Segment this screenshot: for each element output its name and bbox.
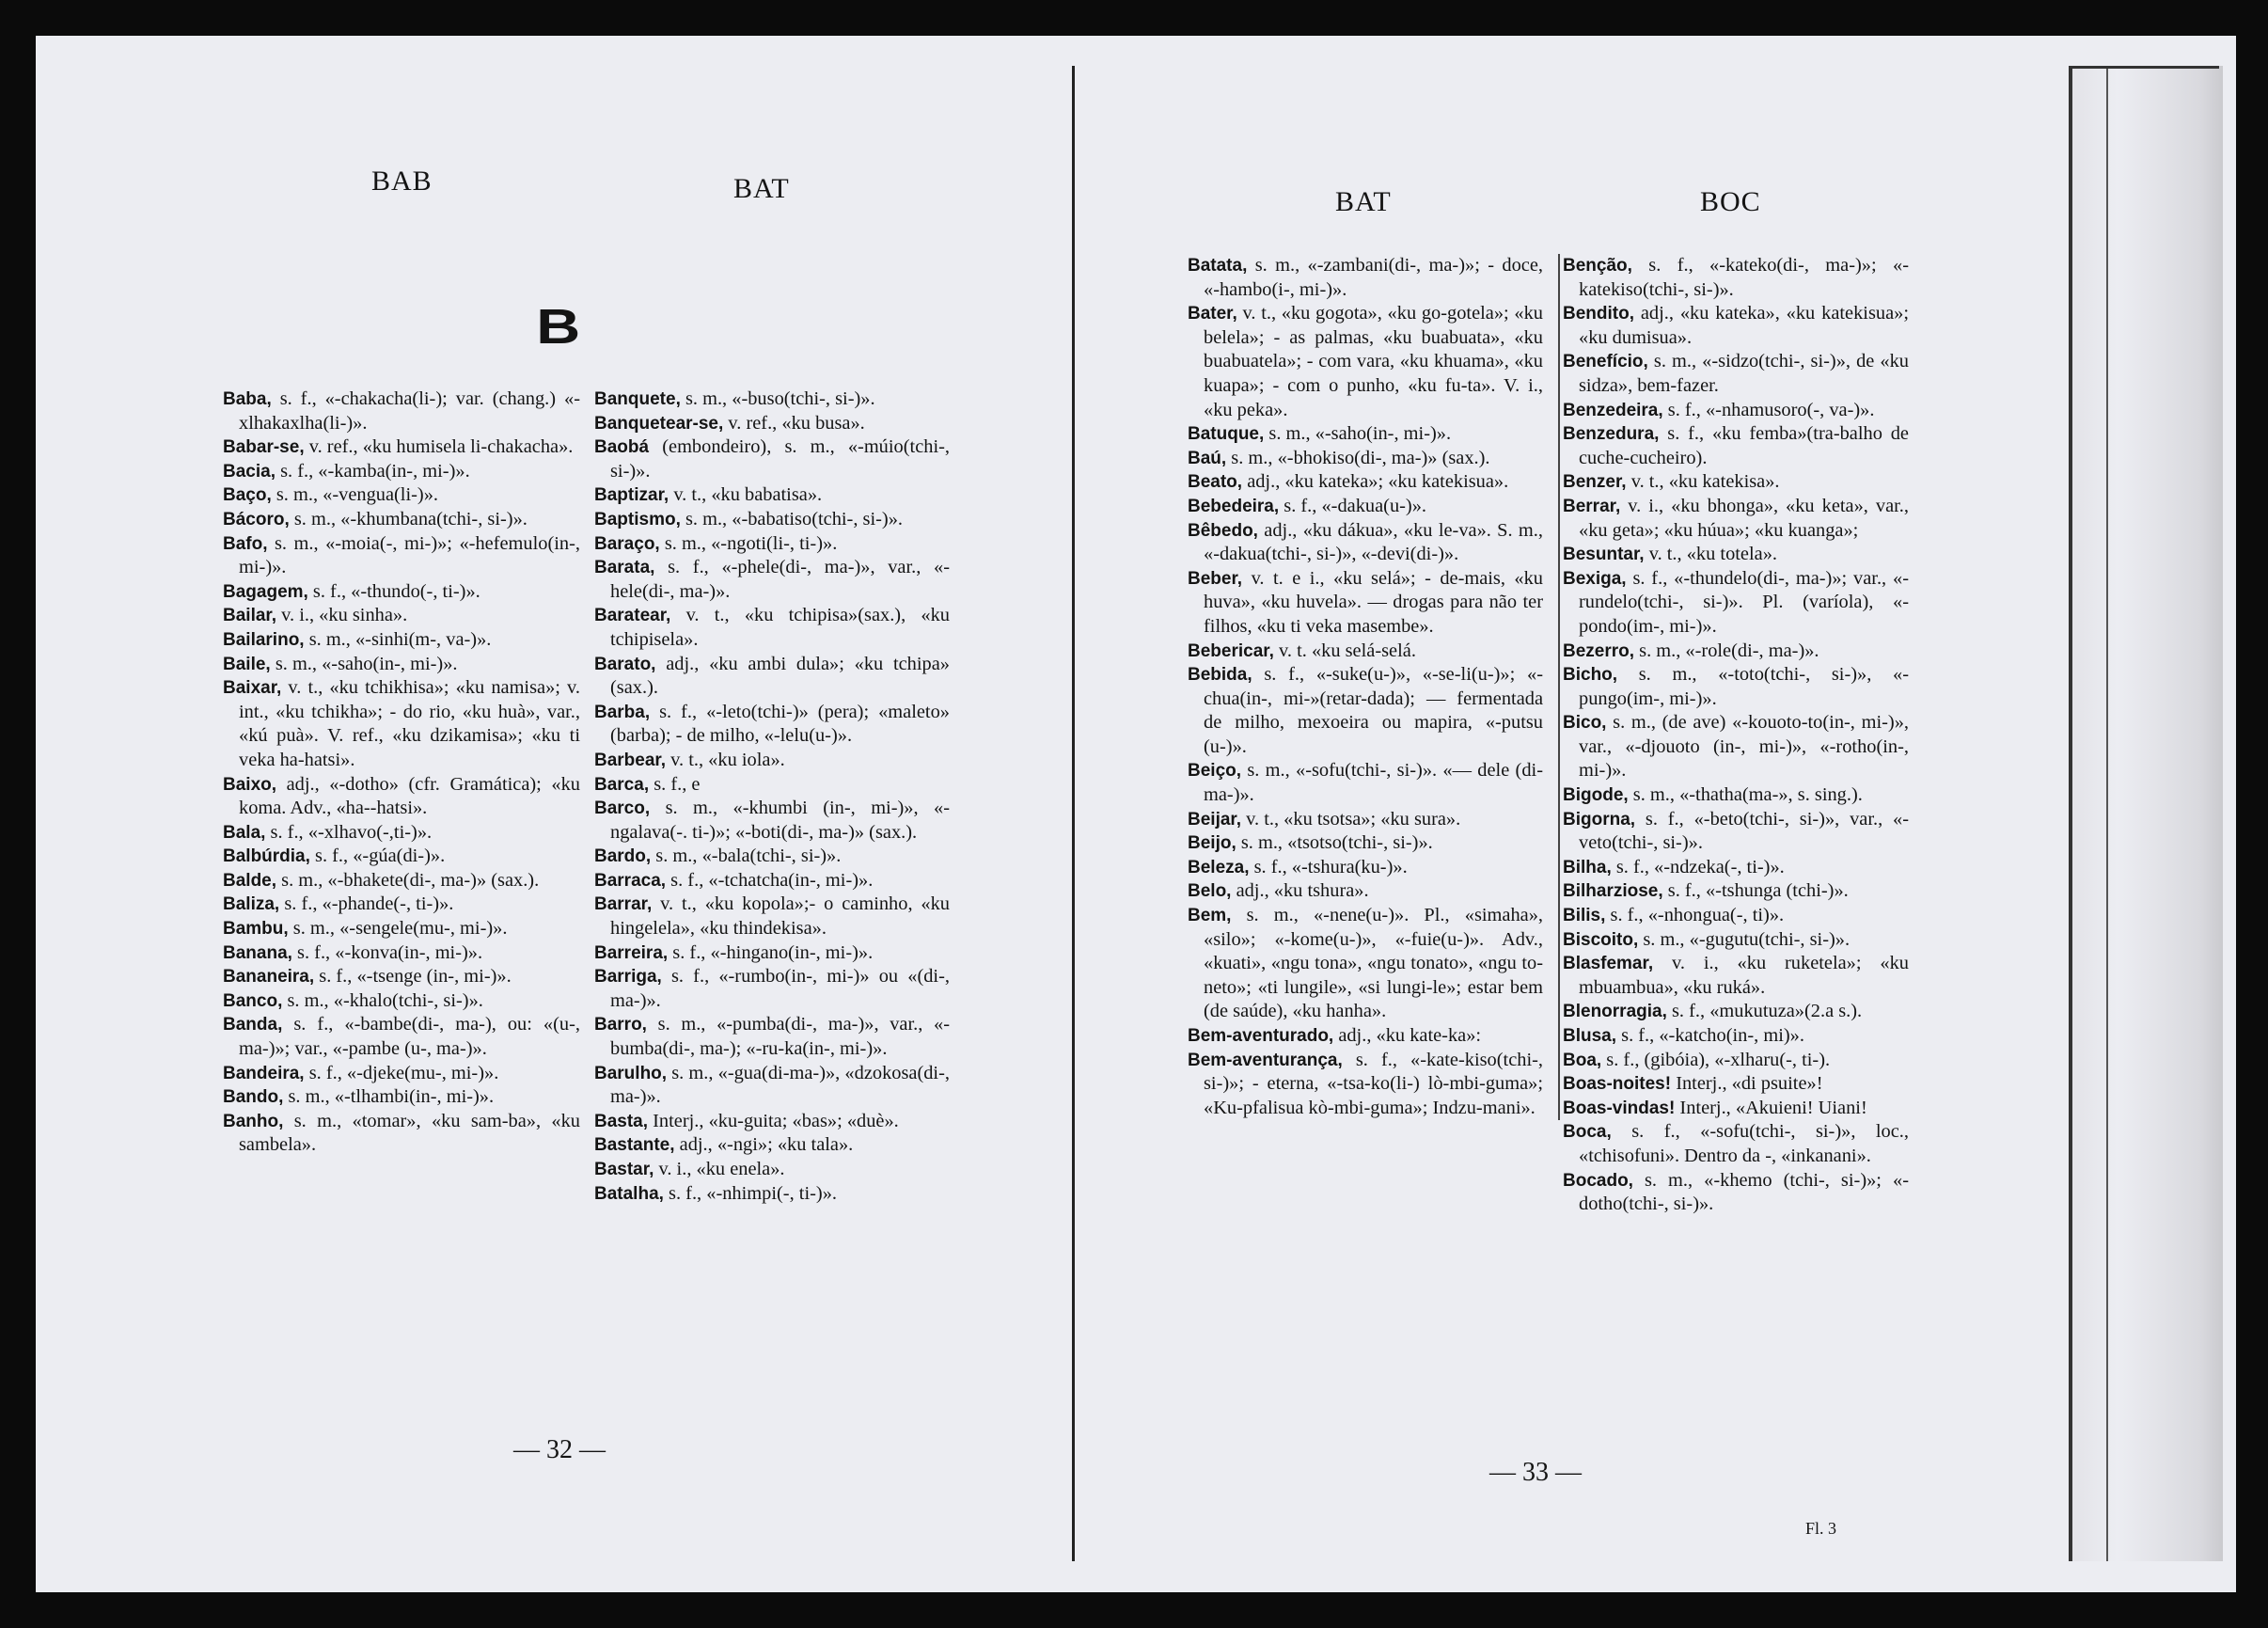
entry-headword: Barrar, bbox=[594, 894, 653, 915]
entry-definition: s. f., «-thundelo(di-, ma-)»; var., «-rundelo(tchi-, si-)». Pl. (varíola), «-pondo(im-, mi-)». bbox=[1579, 567, 1909, 637]
entry-definition: s. m., «-toto(tchi-, si-)», «-pungo(im-, mi-)». bbox=[1579, 664, 1909, 709]
dictionary-entry bbox=[594, 483, 950, 508]
dictionary-entry bbox=[1563, 663, 1909, 711]
dictionary-entry bbox=[594, 653, 950, 701]
entry-headword: Balbúrdia, bbox=[223, 846, 310, 867]
entry-definition: adj., «-ngi»; «ku tala». bbox=[679, 1134, 854, 1156]
entry-definition: v. t., «ku babatisa». bbox=[673, 484, 823, 506]
dictionary-entry bbox=[594, 797, 950, 845]
entry-headword: Blusa, bbox=[1563, 1026, 1617, 1046]
entry-definition: s. m., «-bala(tchi-, si-)». bbox=[655, 846, 842, 867]
entry-definition: s. m., «-buso(tchi-, si-)». bbox=[685, 388, 875, 409]
dictionary-entry bbox=[594, 532, 950, 557]
entry-headword: Bácoro, bbox=[223, 509, 290, 529]
entry-headword: Bananeira, bbox=[223, 967, 315, 988]
entry-definition: s. f., «-kamba(in-, mi-)». bbox=[280, 460, 470, 482]
entry-headword: Bilha, bbox=[1563, 857, 1612, 877]
dictionary-entry bbox=[1563, 543, 1909, 567]
dictionary-entry bbox=[223, 917, 580, 941]
entry-headword: Benzedeira, bbox=[1563, 400, 1663, 420]
section-letter: B bbox=[536, 300, 581, 355]
dictionary-entry bbox=[1563, 808, 1909, 856]
entry-headword: Bilharziose, bbox=[1563, 881, 1663, 902]
entry-headword: Baile, bbox=[223, 654, 271, 674]
entry-headword: Banquetear-se, bbox=[594, 413, 724, 434]
entry-definition: v. t., «ku tchikhisa»; «ku namisa»; v. int., «ku tchikha»; - do rio, «ku huà», var., «kú puà». V. ref., «ku dzikamisa»; «ku ti veka ha-hatsi». bbox=[239, 677, 580, 770]
entry-headword: Boas-noites! bbox=[1563, 1074, 1672, 1095]
dictionary-entry bbox=[1188, 856, 1543, 880]
entry-headword: Basta, bbox=[594, 1111, 649, 1131]
entry-definition: s. f., «-rumbo(in-, mi-)» ou «(di-, ma-)». bbox=[610, 966, 950, 1011]
entry-definition: s. f., «-kate-kiso(tchi-, si-)»; - eterna, «-tsa-ko(li-) lò-mbi-guma»; «Ku-pfalisua kò-mbi-guma»; Indzu-mani». bbox=[1204, 1049, 1543, 1118]
entry-definition: adj., «ku tshura». bbox=[1236, 880, 1369, 902]
dictionary-entry bbox=[223, 435, 580, 460]
dictionary-entry bbox=[1563, 952, 1909, 1000]
entry-definition: v. ref., «ku humisela li-chakacha». bbox=[308, 436, 574, 458]
entry-headword: Baratear, bbox=[594, 606, 671, 626]
dictionary-entry bbox=[223, 604, 580, 628]
entry-headword: Bocado, bbox=[1563, 1170, 1633, 1191]
entry-headword: Batalha, bbox=[594, 1183, 664, 1204]
dictionary-entry bbox=[1563, 640, 1909, 664]
entry-definition: adj., «ku ambi dula»; «ku tchipa» (sax.). bbox=[610, 653, 950, 699]
entry-headword: Bailarino, bbox=[223, 629, 305, 650]
entry-definition: s. m., «-role(di-, ma-)». bbox=[1639, 640, 1819, 661]
entry-definition: s. m., «-khumbi (in-, mi-)», «-ngalava(-. ti-)»; «-boti(di-, ma-)» (sax.). bbox=[610, 798, 950, 843]
dictionary-column-4 bbox=[1563, 254, 1909, 1217]
dictionary-entry bbox=[1563, 399, 1909, 423]
entry-definition: s. f., «-phele(di-, ma-)», var., «-hele(di-, ma-)». bbox=[610, 557, 950, 602]
page-edge bbox=[2069, 66, 2223, 1561]
dictionary-entry bbox=[223, 941, 580, 966]
dictionary-entry bbox=[223, 460, 580, 484]
entry-definition: s. m., «-bhokiso(di-, ma-)» (sax.). bbox=[1231, 447, 1490, 468]
entry-definition: v. i., «ku ruketela»; «ku mbuambua», «ku ruká». bbox=[1579, 953, 1909, 998]
dictionary-entry bbox=[1188, 422, 1543, 447]
entry-definition: s. f., «-phande(-, ti-)». bbox=[284, 893, 454, 915]
entry-definition: s. f., «-bambe(di-, ma-), ou: «(u-, ma-)»; var., «-pambe (u-, ma-)». bbox=[239, 1014, 580, 1060]
dictionary-entry bbox=[594, 701, 950, 749]
entry-headword: Benção, bbox=[1563, 256, 1632, 276]
dictionary-entry bbox=[594, 749, 950, 773]
dictionary-entry bbox=[1563, 1120, 1909, 1168]
entry-headword: Baixar, bbox=[223, 678, 282, 699]
dictionary-entry bbox=[1188, 447, 1543, 471]
entry-definition: v. i., «ku bhonga», «ku keta», var., «ku geta»; «ku húua»; «ku kuanga»; bbox=[1579, 495, 1909, 541]
entry-headword: Barba, bbox=[594, 702, 651, 722]
dictionary-entry bbox=[1563, 254, 1909, 302]
entry-definition: s. m., «-sofu(tchi-, si-)». «— dele (di-ma-)». bbox=[1204, 760, 1543, 806]
dictionary-entry bbox=[1188, 519, 1543, 567]
entry-definition: s. m., «-tlhambi(in-, mi-)». bbox=[288, 1086, 495, 1108]
entry-definition: s. f., «-suke(u-)», «-se-li(u-)»; «-chua(in-, mi-»(retar-dada); — fermentada de milho, mexoeira ou mapira, «-putsu (u-)». bbox=[1204, 664, 1543, 757]
entry-headword: Banquete, bbox=[594, 389, 681, 409]
dictionary-entry bbox=[1188, 831, 1543, 856]
dictionary-entry bbox=[594, 941, 950, 966]
entry-headword: Bico, bbox=[1563, 713, 1607, 734]
dictionary-entry bbox=[1563, 302, 1909, 350]
dictionary-entry bbox=[223, 893, 580, 917]
dictionary-entry bbox=[223, 532, 580, 580]
entry-definition: v. t., «ku iola». bbox=[670, 749, 785, 770]
entry-definition: s. m., «-gua(di-ma-)», «dzokosa(di-, ma-)». bbox=[610, 1062, 950, 1108]
entry-definition: s. m., «-sinhi(m-, va-)». bbox=[308, 628, 492, 650]
entry-headword: Bastar, bbox=[594, 1160, 654, 1179]
dictionary-entry bbox=[1563, 495, 1909, 543]
dictionary-entry bbox=[223, 773, 580, 821]
entry-headword: Beleza, bbox=[1188, 857, 1250, 877]
dictionary-entry bbox=[223, 965, 580, 989]
dictionary-entry bbox=[1188, 1049, 1543, 1121]
dictionary-entry bbox=[1188, 879, 1543, 904]
entry-headword: Benefício, bbox=[1563, 352, 1648, 372]
entry-definition: s. m., «-babatiso(tchi-, si-)». bbox=[685, 508, 904, 529]
entry-definition: s. f., «-djeke(mu-, mi-)». bbox=[308, 1062, 499, 1083]
dictionary-entry bbox=[1563, 1049, 1909, 1073]
dictionary-entry bbox=[1563, 470, 1909, 495]
dictionary-entry bbox=[1188, 808, 1543, 832]
entry-definition: s. f., «-chakacha(li-); var. (chang.) «-xlhakaxlha(li-)». bbox=[239, 388, 580, 434]
entry-headword: Barro, bbox=[594, 1015, 647, 1035]
dictionary-entry bbox=[223, 676, 580, 772]
running-head-right-2: BOC bbox=[1700, 186, 1761, 217]
dictionary-entry bbox=[1563, 856, 1909, 880]
entry-definition: adj., «ku kate-ka»: bbox=[1338, 1025, 1482, 1046]
entry-definition: s. m., «-thatha(ma-», s. sing.). bbox=[1632, 784, 1863, 806]
dictionary-entry bbox=[1188, 254, 1543, 302]
plate-label: Fl. 3 bbox=[1805, 1519, 1837, 1538]
dictionary-entry bbox=[1563, 1024, 1909, 1049]
entry-headword: Barreira, bbox=[594, 942, 669, 963]
entry-definition: s. f., «-konva(in-, mi-)». bbox=[297, 941, 483, 963]
dictionary-column-1 bbox=[223, 387, 580, 1158]
entry-definition: s. f., «-nhamusoro(-, va-)». bbox=[1667, 399, 1875, 420]
entry-definition: s. f., «-kateko(di-, ma-)»; «-katekiso(tchi-, si-)». bbox=[1579, 255, 1909, 300]
entry-definition: v. t., «ku kopola»;- o caminho, «ku hingelela», «ku thindekisa». bbox=[610, 893, 950, 940]
entry-headword: Bastante, bbox=[594, 1135, 675, 1156]
entry-definition: s. f., «mukutuza»(2.a s.). bbox=[1671, 1001, 1863, 1022]
entry-headword: Blenorragia, bbox=[1563, 1002, 1667, 1022]
dictionary-entry bbox=[223, 1085, 580, 1110]
entry-definition: s. m., «-gugutu(tchi-, si-)». bbox=[1643, 928, 1851, 950]
entry-headword: Baptizar, bbox=[594, 485, 669, 506]
dictionary-entry bbox=[1188, 759, 1543, 807]
entry-definition: s. f., (gibóia), «-xlharu(-, ti-). bbox=[1606, 1049, 1831, 1070]
entry-definition: s. m., «-vengua(li-)». bbox=[276, 484, 439, 506]
dictionary-entry bbox=[223, 653, 580, 677]
entry-headword: Besuntar, bbox=[1563, 545, 1645, 565]
entry-headword: Bendito, bbox=[1563, 304, 1634, 324]
entry-definition: s. f., «-sofu(tchi-, si-)», loc., «tchisofuni». Dentro da -, «inkanani». bbox=[1579, 1121, 1909, 1166]
dictionary-entry bbox=[1188, 302, 1543, 422]
entry-headword: Bexiga, bbox=[1563, 568, 1627, 589]
dictionary-entry bbox=[594, 1013, 950, 1061]
entry-definition: s. m., «-nene(u-)». Pl., «simaha», «silo»; «-kome(u-)», «-fuie(u-)». Adv., «kuati», «ngu tona», «ngu tonato», «ngu to-neto»; «ti lungile», «si lungi-le»; estar bem (de saúde), «ku hanha». bbox=[1204, 905, 1543, 1022]
dictionary-entry bbox=[594, 965, 950, 1013]
entry-definition: Interj., «di psuite»! bbox=[1676, 1073, 1823, 1095]
entry-definition: v. ref., «ku busa». bbox=[728, 412, 865, 434]
entry-headword: Beato, bbox=[1188, 472, 1243, 493]
entry-definition: s. m., «-khumbana(tchi-, si-)». bbox=[293, 508, 528, 529]
dictionary-entry bbox=[223, 628, 580, 653]
entry-headword: Bebedeira, bbox=[1188, 496, 1280, 516]
entry-definition: v. t., «ku totela». bbox=[1648, 544, 1777, 565]
entry-headword: Beber, bbox=[1188, 568, 1243, 589]
entry-headword: Barca, bbox=[594, 774, 650, 795]
entry-definition: s. m., «-khalo(tchi-, si-)». bbox=[287, 989, 483, 1011]
entry-definition: s. f., «-tchatcha(in-, mi-)». bbox=[670, 869, 874, 891]
entry-headword: Barraca, bbox=[594, 870, 667, 891]
dictionary-entry bbox=[1563, 879, 1909, 904]
entry-definition: s. f., «ku femba»(tra-balho de cuche-cucheiro). bbox=[1579, 423, 1909, 468]
entry-headword: Berrar, bbox=[1563, 496, 1621, 516]
entry-headword: Bandeira, bbox=[223, 1063, 305, 1083]
entry-headword: Blasfemar, bbox=[1563, 954, 1654, 974]
entry-headword: Bala, bbox=[223, 822, 266, 843]
entry-definition: s. f., «-nhongua(-, ti)». bbox=[1610, 905, 1785, 926]
dictionary-entry bbox=[594, 1110, 950, 1134]
entry-definition: s. m., «-bhakete(di-, ma-)» (sax.). bbox=[281, 869, 540, 891]
page-edge-top bbox=[2069, 66, 2219, 69]
entry-definition: s. m., «tsotso(tchi-, si-)». bbox=[1240, 832, 1433, 854]
entry-definition: s. f., «-hingano(in-, mi-)». bbox=[672, 941, 874, 963]
dictionary-entry bbox=[1563, 350, 1909, 398]
entry-headword: Bem, bbox=[1188, 906, 1232, 926]
entry-definition: v. t. e i., «ku selá»; - de-mais, «ku huva», «ku huvela». — drogas para não ter filhos, «ku ti veka masembe». bbox=[1204, 567, 1544, 637]
running-head-right: BAT bbox=[733, 173, 790, 204]
entry-headword: Babar-se, bbox=[223, 437, 305, 458]
entry-headword: Bezerro, bbox=[1563, 640, 1635, 661]
entry-headword: Belo, bbox=[1188, 881, 1232, 902]
entry-definition: v. t., «ku gogota», «ku go-gotela»; «ku belela»; - as palmas, «ku buabuata», «ku buabuatela»; - com vara, «ku khuama», «ku kuapa»; - com o punho, «ku fu-ta». V. i., «ku peka». bbox=[1204, 303, 1543, 420]
dictionary-entry bbox=[594, 1182, 950, 1207]
dictionary-entry bbox=[594, 387, 950, 412]
entry-headword: Batata, bbox=[1188, 256, 1248, 276]
dictionary-entry bbox=[1188, 1024, 1543, 1049]
dictionary-entry bbox=[1188, 640, 1543, 664]
dictionary-entry bbox=[594, 869, 950, 893]
entry-definition: s. m., «-saho(in-, mi-)». bbox=[1268, 423, 1452, 445]
entry-headword: Bailar, bbox=[223, 606, 277, 626]
entry-headword: Bicho, bbox=[1563, 665, 1618, 686]
dictionary-entry bbox=[594, 435, 950, 483]
dictionary-entry bbox=[594, 508, 950, 532]
entry-definition: s. m., «-moia(-, mi-)»; «-hefemulo(in-, mi-)». bbox=[239, 532, 580, 578]
entry-headword: Benzer, bbox=[1563, 472, 1627, 493]
entry-definition: s. m., «-saho(in-, mi-)». bbox=[275, 653, 458, 674]
entry-headword: Bater, bbox=[1188, 304, 1237, 324]
entry-definition: v. t. «ku selá-selá. bbox=[1279, 640, 1416, 661]
entry-definition: s. m., «-pumba(di-, ma-)», var., «-bumba(di-, ma-); «-ru-ka(in-, mi-)». bbox=[610, 1014, 950, 1060]
page-number-left: — 32 — bbox=[513, 1435, 606, 1464]
dictionary-entry bbox=[594, 773, 950, 798]
entry-definition: s. f., e bbox=[654, 773, 701, 795]
dictionary-column-2 bbox=[594, 387, 950, 1206]
dictionary-entry bbox=[594, 893, 950, 940]
entry-definition: s. f., «-tshura(ku-)». bbox=[1253, 856, 1408, 877]
entry-headword: Batuque, bbox=[1188, 424, 1265, 445]
dictionary-entry bbox=[594, 1062, 950, 1110]
entry-headword: Bagagem, bbox=[223, 581, 308, 602]
entry-headword: Bigode, bbox=[1563, 785, 1629, 806]
dictionary-entry bbox=[1188, 495, 1543, 519]
entry-headword: Boas-vindas! bbox=[1563, 1098, 1676, 1118]
entry-headword: Banco, bbox=[223, 990, 283, 1011]
dictionary-entry bbox=[1563, 711, 1909, 783]
dictionary-entry bbox=[1563, 928, 1909, 953]
entry-definition: v. t., «ku tchipisa»(sax.), «ku tchipisela». bbox=[610, 605, 950, 650]
dictionary-entry bbox=[1563, 1072, 1909, 1097]
entry-headword: Baba, bbox=[223, 389, 272, 409]
entry-definition: Interj., «Akuieni! Uiani! bbox=[1679, 1097, 1867, 1118]
entry-headword: Baobá bbox=[594, 437, 650, 458]
entry-definition: s. f., «-dakua(u-)». bbox=[1284, 495, 1427, 516]
dictionary-entry bbox=[594, 1133, 950, 1158]
entry-definition: adj., «ku kateka»; «ku katekisua». bbox=[1247, 471, 1509, 493]
entry-definition: s. m., «-khemo (tchi-, si-)»; «-dotho(tchi-, si-)». bbox=[1579, 1169, 1909, 1215]
entry-definition: v. t., «ku katekisa». bbox=[1630, 471, 1780, 493]
dictionary-entry bbox=[1188, 567, 1543, 640]
entry-headword: Beijar, bbox=[1188, 809, 1242, 830]
running-head-left: BAB bbox=[371, 166, 433, 197]
dictionary-entry bbox=[594, 1158, 950, 1182]
entry-headword: Bem-aventurança, bbox=[1188, 1050, 1343, 1070]
page-number-right: — 33 — bbox=[1489, 1458, 1582, 1487]
entry-headword: Baptismo, bbox=[594, 509, 681, 529]
dictionary-entry bbox=[223, 869, 580, 893]
dictionary-entry bbox=[223, 821, 580, 846]
entry-definition: s. m., «-ngoti(li-, ti-)». bbox=[664, 532, 838, 554]
entry-headword: Beijo, bbox=[1188, 833, 1236, 854]
entry-headword: Bardo, bbox=[594, 846, 652, 867]
entry-headword: Baú, bbox=[1188, 448, 1227, 468]
entry-definition: s. f., «-beto(tchi-, si-)», var., «-veto(tchi-, si-)». bbox=[1579, 808, 1909, 854]
entry-headword: Biscoito, bbox=[1563, 929, 1639, 950]
dictionary-entry bbox=[223, 1110, 580, 1158]
entry-headword: Benzedura, bbox=[1563, 424, 1660, 445]
dictionary-entry bbox=[223, 1062, 580, 1086]
entry-headword: Banho, bbox=[223, 1111, 284, 1131]
dictionary-entry bbox=[594, 556, 950, 604]
entry-headword: Boa, bbox=[1563, 1050, 1602, 1070]
entry-definition: s. f., «-leto(tchi-)» (pera); «maleto» (barba); - de milho, «-lelu(u-)». bbox=[610, 701, 950, 747]
dictionary-entry bbox=[223, 1013, 580, 1061]
entry-definition: (embondeiro), s. m., «-múio(tchi-, si-)». bbox=[610, 436, 950, 482]
entry-headword: Banda, bbox=[223, 1015, 283, 1035]
entry-definition: s. f., «-tsenge (in-, mi-)». bbox=[319, 966, 512, 988]
entry-definition: v. i., «ku enela». bbox=[658, 1159, 785, 1179]
dictionary-entry bbox=[594, 845, 950, 869]
dictionary-entry bbox=[1563, 1000, 1909, 1024]
entry-definition: s. m., (de ave) «-kouoto-to(in-, mi-)», var., «-djouoto (in-, mi-)», «-rotho(in-, mi-)». bbox=[1579, 712, 1909, 782]
entry-definition: s. f., «-nhimpi(-, ti-)». bbox=[669, 1182, 837, 1204]
dictionary-entry bbox=[594, 412, 950, 436]
entry-headword: Barulho, bbox=[594, 1063, 668, 1083]
entry-definition: Interj., «ku-guita; «bas»; «duè». bbox=[653, 1110, 899, 1131]
entry-headword: Barbear, bbox=[594, 750, 667, 770]
entry-headword: Baixo, bbox=[223, 774, 277, 795]
dictionary-entry bbox=[1563, 567, 1909, 640]
entry-definition: s. f., «-gúa(di-)». bbox=[315, 846, 446, 867]
entry-definition: s. f., «-xlhavo(-,ti-)». bbox=[270, 821, 433, 843]
dictionary-entry bbox=[223, 483, 580, 508]
entry-headword: Bebida, bbox=[1188, 665, 1252, 686]
book-gutter bbox=[1072, 66, 1075, 1561]
dictionary-entry bbox=[1563, 783, 1909, 808]
entry-headword: Baraço, bbox=[594, 533, 660, 554]
entry-headword: Barata, bbox=[594, 558, 655, 578]
entry-definition: v. i., «ku sinha». bbox=[281, 605, 408, 626]
dictionary-entry bbox=[223, 508, 580, 532]
entry-definition: s. f., «-katcho(in-, mi)». bbox=[1621, 1025, 1804, 1046]
entry-headword: Bem-aventurado, bbox=[1188, 1026, 1334, 1046]
dictionary-entry bbox=[1563, 1097, 1909, 1121]
entry-definition: s. f., «-tshunga (tchi-)». bbox=[1667, 880, 1849, 902]
entry-definition: adj., «ku kateka», «ku katekisua»; «ku dumisua». bbox=[1579, 303, 1909, 348]
dictionary-entry bbox=[223, 845, 580, 869]
entry-headword: Bafo, bbox=[223, 533, 268, 554]
running-head-left-2: BAT bbox=[1335, 186, 1392, 217]
entry-headword: Beiço, bbox=[1188, 761, 1242, 782]
entry-definition: adj., «ku dákua», «ku le-va». S. m., «-dakua(tchi-, si-)», «-devi(di-)». bbox=[1204, 519, 1543, 565]
dictionary-entry bbox=[594, 604, 950, 652]
dictionary-entry bbox=[1563, 1169, 1909, 1217]
dictionary-entry bbox=[1563, 422, 1909, 470]
entry-headword: Barato, bbox=[594, 654, 656, 674]
dictionary-entry bbox=[1188, 470, 1543, 495]
entry-headword: Bêbedo, bbox=[1188, 520, 1258, 541]
entry-headword: Bacia, bbox=[223, 461, 276, 482]
entry-definition: s. m., «-sidzo(tchi-, si-)», de «ku sidza», bem-fazer. bbox=[1579, 351, 1909, 396]
entry-headword: Bambu, bbox=[223, 919, 289, 940]
entry-definition: s. m., «-zambani(di-, ma-)»; - doce, «-hambo(i-, mi-)». bbox=[1204, 255, 1543, 300]
dictionary-entry bbox=[1563, 904, 1909, 928]
entry-headword: Balde, bbox=[223, 870, 277, 891]
entry-headword: Boca, bbox=[1563, 1122, 1612, 1143]
dictionary-column-3 bbox=[1188, 254, 1560, 1120]
entry-definition: s. f., «-ndzeka(-, ti-)». bbox=[1615, 856, 1785, 877]
entry-headword: Baço, bbox=[223, 485, 272, 506]
entry-headword: Baliza, bbox=[223, 894, 280, 915]
entry-headword: Barriga, bbox=[594, 967, 662, 988]
entry-headword: Barco, bbox=[594, 798, 651, 819]
entry-definition: s. m., «-sengele(mu-, mi-)». bbox=[292, 918, 508, 940]
entry-headword: Bando, bbox=[223, 1087, 284, 1108]
entry-headword: Bigorna, bbox=[1563, 809, 1636, 830]
dictionary-entry bbox=[223, 580, 580, 605]
entry-headword: Bilis, bbox=[1563, 906, 1606, 926]
dictionary-entry bbox=[223, 989, 580, 1014]
entry-definition: s. f., «-thundo(-, ti-)». bbox=[312, 580, 480, 602]
dictionary-entry bbox=[1188, 904, 1543, 1024]
dictionary-entry bbox=[1188, 663, 1543, 759]
entry-definition: v. t., «ku tsotsa»; «ku sura». bbox=[1246, 808, 1461, 830]
entry-definition: adj., «-dotho» (cfr. Gramática); «ku koma. Adv., «ha--hatsi». bbox=[239, 773, 580, 819]
dictionary-entry bbox=[223, 387, 580, 435]
entry-definition: s. m., «tomar», «ku sam-ba», «ku sambela». bbox=[239, 1110, 580, 1156]
entry-headword: Banana, bbox=[223, 942, 292, 963]
entry-headword: Bebericar, bbox=[1188, 640, 1274, 661]
